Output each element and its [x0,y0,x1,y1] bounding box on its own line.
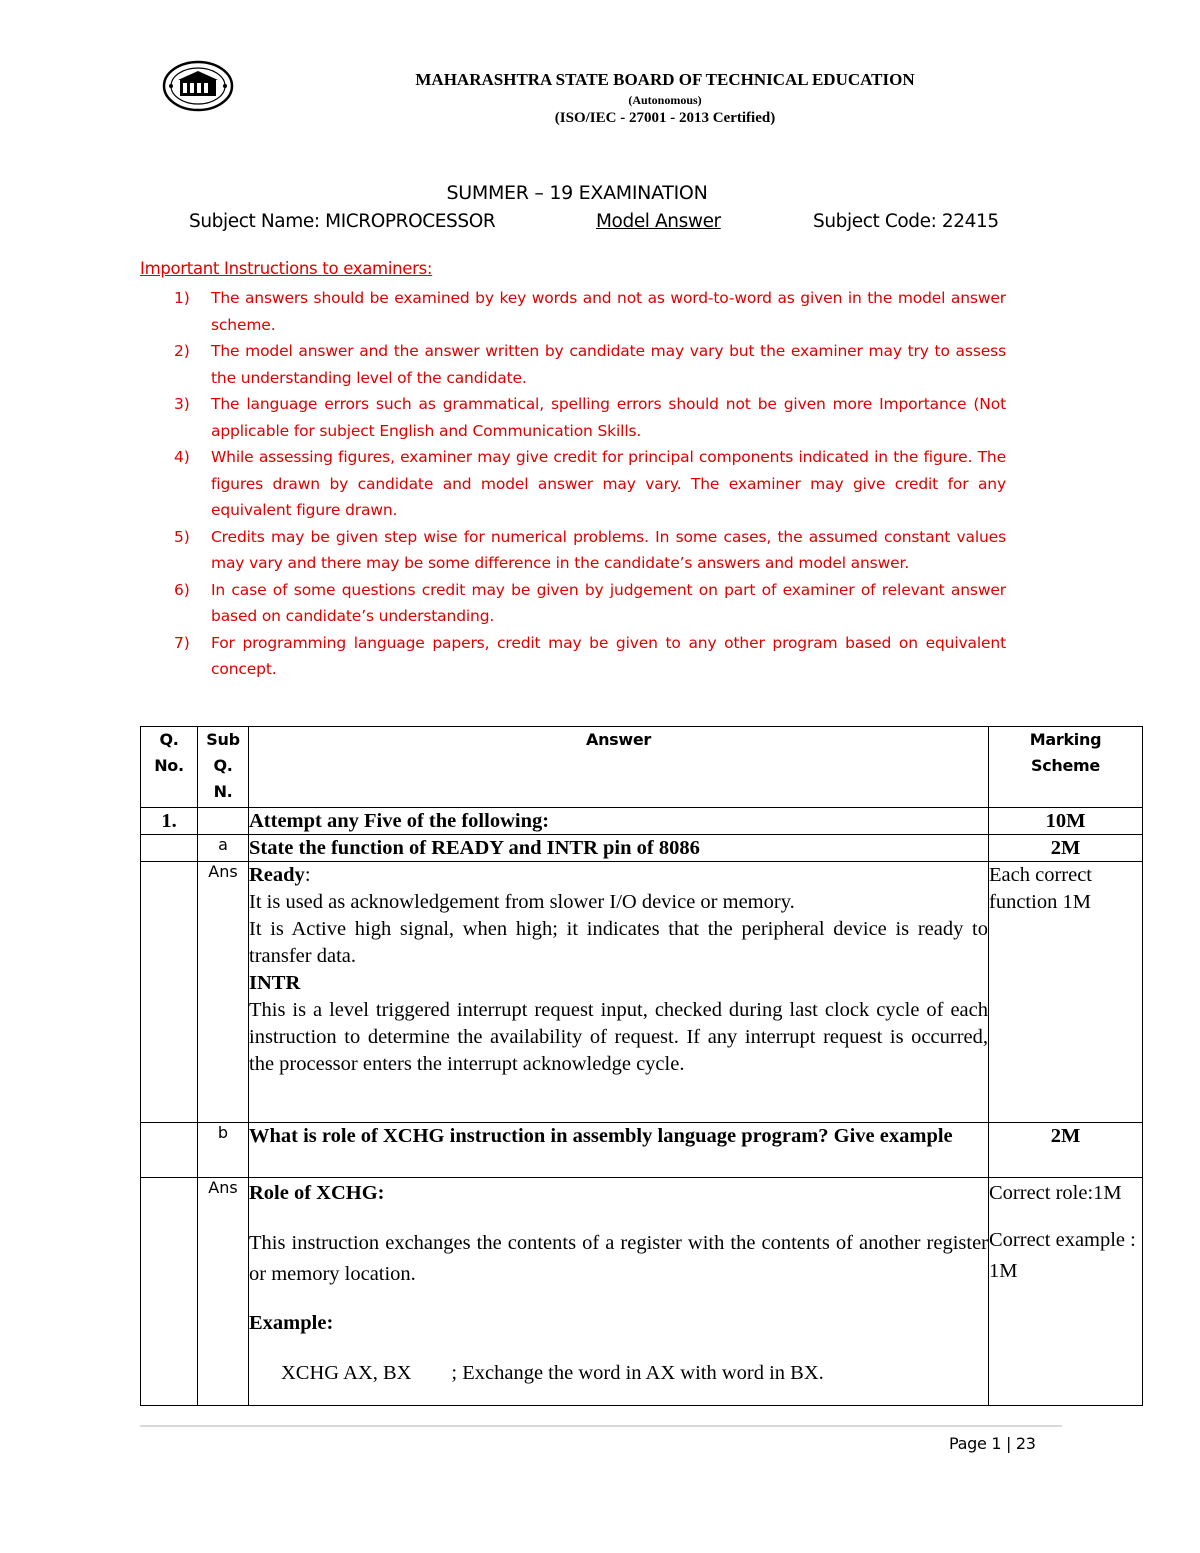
instruction-item: 1) The answers should be examined by key words and not as word-to-word as given in the model answer scheme. [174,289,1006,334]
header-marking-scheme: Marking Scheme [989,727,1143,808]
table-row [141,862,1143,1123]
header-sub-q: Sub Q. N. [198,727,249,808]
certification-label: (ISO/IEC - 27001 - 2013 Certified) [554,110,776,126]
instruction-item: 3) The language errors such as grammatical, spelling errors should not be given more Importance (Not applicable for subject English and Communication Skills. [174,395,1006,440]
answer-label: Ans [198,1178,249,1406]
table-row [141,1178,1143,1406]
marking-scheme-text: Correct role:1M Correct example : 1M [989,1178,1143,1406]
autonomous-label: (Autonomous) [628,93,702,107]
instructions-heading: Important Instructions to examiners: [140,259,433,278]
question-text: State the function of READY and INTR pin of 8086 [249,835,989,862]
header-answer: Answer [249,727,989,808]
empty-cell [141,1123,198,1178]
instruction-item: 5) Credits may be given step wise for numerical problems. In some cases, the assumed constant values may vary and there may be some difference in the candidate’s answers and model answer. [174,527,1006,572]
answer-table [140,726,1143,1406]
footer-divider [140,1425,1062,1427]
page-number: Page 1 | 23 [949,1434,1036,1453]
subject-code: Subject Code: 22415 [813,211,999,232]
header-q-no: Q. No. [141,727,198,808]
question-text: Attempt any Five of the following: [249,808,989,835]
empty-cell [141,1178,198,1406]
table-row [141,1123,1143,1178]
answer-text: Ready: It is used as acknowledgement from slower I/O device or memory. It is Active high signal, when high; it indicates that the peripheral device is ready to transfer data. INTR This is a level triggered interrupt request input, checked during last clock cycle of each instruction to determine the availability of request. If any interrupt request is occurred, the processor enters the interrupt acknowledge cycle. [249,862,989,1123]
question-text: What is role of XCHG instruction in assembly language program? Give example [249,1123,989,1178]
subject-name: Subject Name: MICROPROCESSOR [189,211,496,232]
question-marks: 10M [989,808,1143,835]
sub-question-label: a [198,835,249,862]
instruction-item: 2) The model answer and the answer written by candidate may vary but the examiner may try to assess the understanding level of the candidate. [174,342,1006,387]
instruction-item: 6) In case of some questions credit may be given by judgement on part of examiner of relevant answer based on candidate’s understanding. [174,580,1006,625]
exam-title: SUMMER – 19 EXAMINATION [446,182,708,204]
question-marks: 2M [989,835,1143,862]
question-number: 1. [141,808,198,835]
table-row [141,835,1143,862]
empty-cell [141,862,198,1123]
msbte-logo-icon [162,60,234,112]
empty-cell [141,835,198,862]
instruction-item: 7) For programming language papers, credit may be given to any other program based on equivalent concept. [174,633,1006,678]
table-header-row [141,727,1143,808]
board-name: MAHARASHTRA STATE BOARD OF TECHNICAL EDUCATION [415,70,915,89]
answer-label: Ans [198,862,249,1123]
model-answer-label: Model Answer [596,211,721,232]
marking-scheme-text: Each correct function 1M [989,862,1143,1123]
question-marks: 2M [989,1123,1143,1178]
sub-question-label: b [198,1123,249,1178]
instruction-item: 4) While assessing figures, examiner may give credit for principal components indicated in the figure. The figures drawn by candidate and model answer may vary. The examiner may give credit for any equivalent figure drawn. [174,448,1006,519]
empty-cell [198,808,249,835]
instructions-list [140,285,1006,683]
answer-text: Role of XCHG: This instruction exchanges the contents of a register with the contents of another register or memory location. Example: XCHG AX, BX ; Exchange the word in AX with word in BX. [249,1178,989,1406]
table-row [141,808,1143,835]
